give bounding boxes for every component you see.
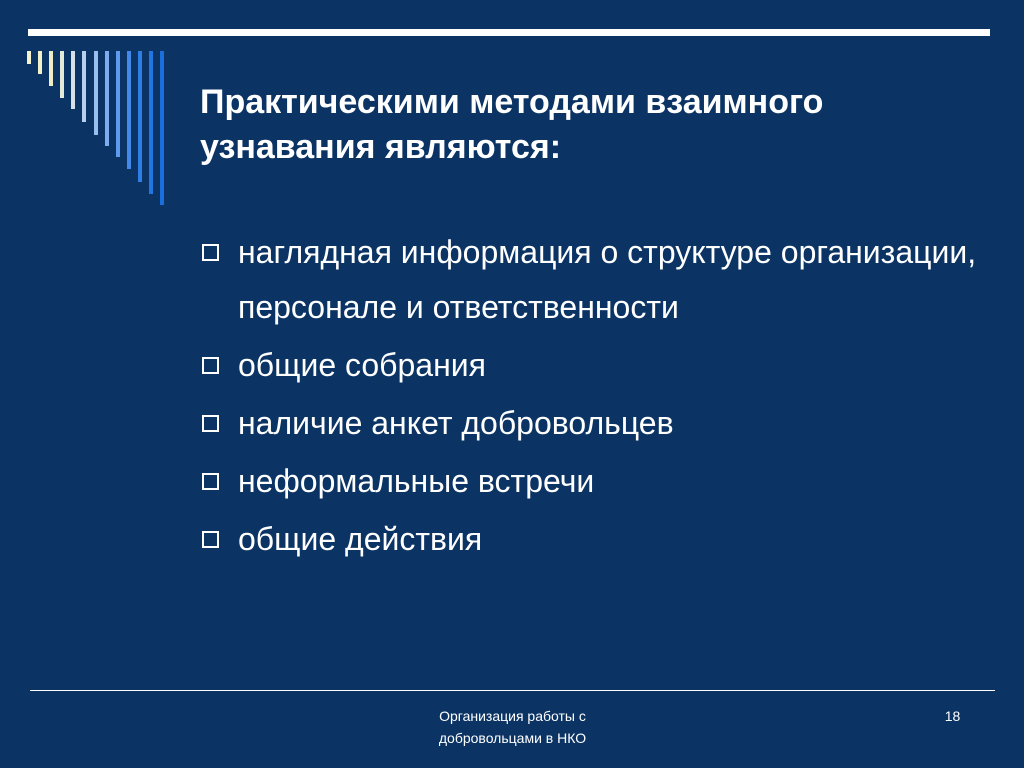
hollow-square-icon — [202, 357, 219, 374]
hollow-square-icon — [202, 415, 219, 432]
hollow-square-icon — [202, 531, 219, 548]
bullet-item — [200, 512, 980, 567]
stripe — [71, 51, 75, 109]
bottom-divider-line — [30, 690, 995, 691]
bullet-item — [200, 338, 980, 393]
bullet-text: общие действия — [238, 521, 483, 557]
stripe — [105, 51, 109, 146]
slide-title: Практическими методами взаимного узнавания являются: — [200, 83, 824, 166]
stripe — [138, 51, 142, 182]
footer-text: Организация работы с добровольцами в НКО — [438, 708, 587, 746]
stripe — [149, 51, 153, 194]
stripe — [116, 51, 120, 157]
bullet-text: неформальные встречи — [238, 463, 595, 499]
stripe — [38, 51, 42, 74]
stripe — [82, 51, 86, 122]
stripe — [94, 51, 98, 135]
stripe — [160, 51, 164, 205]
bullet-text: общие собрания — [238, 347, 486, 383]
bullet-text: наличие анкет добровольцев — [238, 405, 674, 441]
hollow-square-icon — [202, 473, 219, 490]
bullet-item — [200, 454, 980, 509]
decorative-stripes — [0, 0, 200, 220]
bullet-item — [200, 396, 980, 451]
stripe — [60, 51, 64, 98]
stripe — [127, 51, 131, 169]
bullet-list — [200, 225, 980, 570]
page-number: 18 — [944, 708, 961, 724]
hollow-square-icon — [202, 244, 219, 261]
bullet-item — [200, 225, 980, 335]
stripe — [27, 51, 31, 64]
bullet-text: наглядная информация о структуре организации, персонале и ответственности — [238, 234, 977, 325]
stripe — [49, 51, 53, 86]
